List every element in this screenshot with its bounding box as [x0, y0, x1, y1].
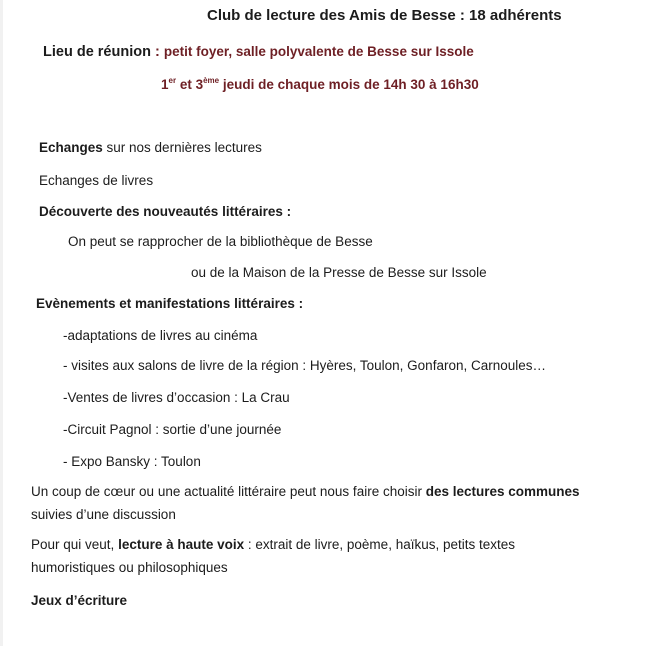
- meeting-place: petit foyer, salle polyvalente de Besse sur Issole: [163, 44, 474, 59]
- page-edge-shadow: [0, 0, 3, 646]
- haute-part1: Pour qui veut,: [31, 537, 119, 552]
- schedule-first: 1: [161, 77, 169, 92]
- item-echanges-lectures: [39, 140, 262, 155]
- item-jeux-ecriture: Jeux d’écriture: [31, 593, 128, 608]
- coup-bold: des lectures communes: [425, 484, 580, 499]
- event-item: - visites aux salons de livre de la région : Hyères, Toulon, Gonfaron, Carnoules…: [63, 358, 546, 373]
- haute-part2: : extrait de livre, poème, haïkus, petits textes: [244, 537, 516, 552]
- event-item: - Expo Bansky : Toulon: [63, 454, 201, 469]
- meeting-colon: :: [150, 44, 164, 60]
- schedule-rest: jeudi de chaque mois de 14h 30 à 16h30: [219, 77, 479, 92]
- coup-de-coeur-line2: suivies d’une discussion: [31, 507, 176, 522]
- coup-de-coeur-line1: [31, 484, 580, 499]
- meeting-place-line: [43, 44, 474, 60]
- schedule-mid: et 3: [176, 77, 204, 92]
- schedule-third-sup: ème: [203, 76, 220, 85]
- coup-part1: Un coup de cœur ou une actualité littéraire peut nous faire choisir: [31, 484, 426, 499]
- haute-voix-line2: humoristiques ou philosophiques: [31, 560, 228, 575]
- event-item: -Ventes de livres d’occasion : La Crau: [63, 390, 290, 405]
- meeting-label: Lieu de réunion: [43, 44, 151, 60]
- item-echanges-livres: Echanges de livres: [39, 173, 154, 188]
- haute-bold: lecture à haute voix: [118, 537, 245, 552]
- event-item: -adaptations de livres au cinéma: [63, 328, 258, 343]
- item-decouverte-heading: Découverte des nouveautés littéraires :: [39, 204, 292, 219]
- item-evenements-heading: Evènements et manifestations littéraires :: [36, 296, 304, 311]
- item-bibliotheque: On peut se rapprocher de la bibliothèque de Besse: [68, 234, 373, 249]
- event-item: -Circuit Pagnol : sortie d’une journée: [63, 422, 282, 437]
- page-title: Club de lecture des Amis de Besse : 18 adhérents: [207, 7, 562, 24]
- schedule-first-sup: er: [168, 76, 177, 85]
- echanges-bold: Echanges: [39, 140, 103, 155]
- item-maison-presse: ou de la Maison de la Presse de Besse sur Issole: [191, 265, 487, 280]
- meeting-schedule: [161, 76, 479, 92]
- echanges-rest: sur nos dernières lectures: [102, 140, 262, 155]
- haute-voix-line1: [31, 537, 515, 552]
